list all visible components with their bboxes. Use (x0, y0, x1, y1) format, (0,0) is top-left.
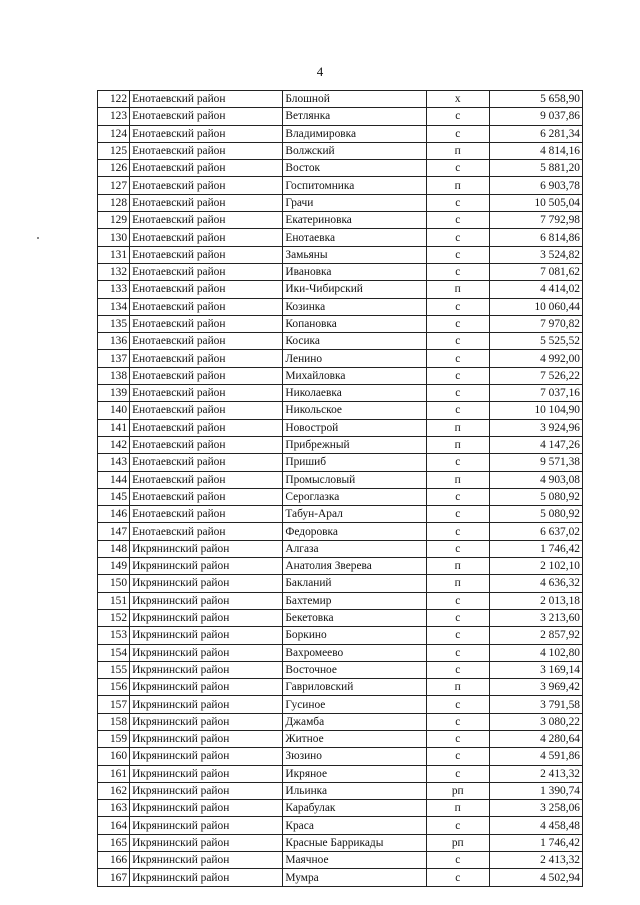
settlement-type-cell: с (426, 263, 489, 280)
settlement-cell: Мумра (283, 869, 426, 886)
settlement-type-cell: с (426, 696, 489, 713)
value-cell: 4 458,48 (489, 817, 582, 834)
district-cell: Енотаевский район (130, 125, 283, 142)
row-number-cell: 126 (98, 160, 130, 177)
table-row (98, 592, 583, 609)
settlement-cell: Ивановка (283, 263, 426, 280)
row-number-cell: 157 (98, 696, 130, 713)
settlement-type-cell: с (426, 333, 489, 350)
value-cell: 10 104,90 (489, 402, 582, 419)
district-cell: Енотаевский район (130, 402, 283, 419)
value-cell: 4 147,26 (489, 436, 582, 453)
settlement-cell: Ленино (283, 350, 426, 367)
value-cell: 9 037,86 (489, 108, 582, 125)
table-row (98, 471, 583, 488)
table-row (98, 575, 583, 592)
value-cell: 7 037,16 (489, 385, 582, 402)
settlement-type-cell: с (426, 194, 489, 211)
value-cell: 5 881,20 (489, 160, 582, 177)
value-cell: 3 169,14 (489, 661, 582, 678)
district-cell: Енотаевский район (130, 454, 283, 471)
settlement-cell: Федоровка (283, 523, 426, 540)
row-number-cell: 149 (98, 558, 130, 575)
table-row (98, 108, 583, 125)
settlement-type-cell: п (426, 679, 489, 696)
value-cell: 7 792,98 (489, 212, 582, 229)
value-cell: 5 080,92 (489, 488, 582, 505)
settlement-cell: Никольское (283, 402, 426, 419)
settlement-cell: Бахтемир (283, 592, 426, 609)
value-cell: 7 970,82 (489, 315, 582, 332)
settlement-type-cell: с (426, 298, 489, 315)
row-number-cell: 145 (98, 488, 130, 505)
settlement-type-cell: с (426, 212, 489, 229)
district-cell: Енотаевский район (130, 471, 283, 488)
settlement-cell: Табун-Арал (283, 506, 426, 523)
table-row (98, 748, 583, 765)
district-cell: Икрянинский район (130, 644, 283, 661)
value-cell: 7 526,22 (489, 367, 582, 384)
settlement-cell: Грачи (283, 194, 426, 211)
settlement-type-cell: с (426, 713, 489, 730)
settlement-cell: Волжский (283, 142, 426, 159)
table-row (98, 679, 583, 696)
district-cell: Енотаевский район (130, 385, 283, 402)
row-number-cell: 167 (98, 869, 130, 886)
value-cell: 3 524,82 (489, 246, 582, 263)
settlement-type-cell: с (426, 454, 489, 471)
settlement-cell: Прибрежный (283, 436, 426, 453)
settlement-cell: Красные Баррикады (283, 834, 426, 851)
settlement-cell: Енотаевка (283, 229, 426, 246)
row-number-cell: 153 (98, 627, 130, 644)
value-cell: 4 814,16 (489, 142, 582, 159)
value-cell: 1 746,42 (489, 834, 582, 851)
value-cell: 5 658,90 (489, 91, 582, 108)
settlement-type-cell: с (426, 523, 489, 540)
table-row (98, 229, 583, 246)
row-number-cell: 133 (98, 281, 130, 298)
district-cell: Енотаевский район (130, 263, 283, 280)
value-cell: 3 791,58 (489, 696, 582, 713)
table-row (98, 142, 583, 159)
row-number-cell: 163 (98, 800, 130, 817)
district-cell: Икрянинский район (130, 817, 283, 834)
settlement-cell: Ики-Чибирский (283, 281, 426, 298)
settlement-cell: Вахромеево (283, 644, 426, 661)
table-row (98, 91, 583, 108)
table-row (98, 385, 583, 402)
value-cell: 6 814,86 (489, 229, 582, 246)
table-row (98, 730, 583, 747)
settlement-cell: Новострой (283, 419, 426, 436)
settlement-type-cell: с (426, 125, 489, 142)
value-cell: 4 502,94 (489, 869, 582, 886)
row-number-cell: 135 (98, 315, 130, 332)
settlement-cell: Екатериновка (283, 212, 426, 229)
row-number-cell: 150 (98, 575, 130, 592)
table-row (98, 627, 583, 644)
row-number-cell: 122 (98, 91, 130, 108)
district-cell: Икрянинский район (130, 869, 283, 886)
row-number-cell: 166 (98, 852, 130, 869)
settlement-type-cell: с (426, 385, 489, 402)
row-number-cell: 146 (98, 506, 130, 523)
district-cell: Икрянинский район (130, 627, 283, 644)
district-cell: Икрянинский район (130, 592, 283, 609)
settlement-type-cell: с (426, 488, 489, 505)
settlement-type-cell: с (426, 592, 489, 609)
table-row (98, 402, 583, 419)
district-cell: Енотаевский район (130, 506, 283, 523)
row-number-cell: 155 (98, 661, 130, 678)
value-cell: 2 013,18 (489, 592, 582, 609)
settlement-type-cell: рп (426, 782, 489, 799)
row-number-cell: 123 (98, 108, 130, 125)
district-cell: Икрянинский район (130, 540, 283, 557)
settlement-cell: Косика (283, 333, 426, 350)
settlement-cell: Бекетовка (283, 609, 426, 626)
row-number-cell: 144 (98, 471, 130, 488)
settlement-type-cell: с (426, 661, 489, 678)
row-number-cell: 137 (98, 350, 130, 367)
row-number-cell: 147 (98, 523, 130, 540)
table-row (98, 246, 583, 263)
row-number-cell: 152 (98, 609, 130, 626)
settlement-cell: Житное (283, 730, 426, 747)
settlement-type-cell: с (426, 765, 489, 782)
settlement-cell: Зюзино (283, 748, 426, 765)
table-row (98, 350, 583, 367)
settlement-cell: Николаевка (283, 385, 426, 402)
district-cell: Икрянинский район (130, 765, 283, 782)
district-cell: Енотаевский район (130, 177, 283, 194)
table-row (98, 523, 583, 540)
row-number-cell: 129 (98, 212, 130, 229)
settlement-type-cell: п (426, 800, 489, 817)
settlement-cell: Восточное (283, 661, 426, 678)
row-number-cell: 148 (98, 540, 130, 557)
table-row (98, 454, 583, 471)
table-row (98, 765, 583, 782)
table-row (98, 869, 583, 886)
district-cell: Енотаевский район (130, 246, 283, 263)
table-row (98, 661, 583, 678)
row-number-cell: 164 (98, 817, 130, 834)
district-cell: Енотаевский район (130, 333, 283, 350)
settlement-type-cell: п (426, 575, 489, 592)
table-row (98, 263, 583, 280)
settlement-type-cell: с (426, 644, 489, 661)
settlements-table-body (98, 91, 583, 887)
settlement-cell: Бакланий (283, 575, 426, 592)
settlement-cell: Восток (283, 160, 426, 177)
row-number-cell: 156 (98, 679, 130, 696)
settlement-cell: Блошной (283, 91, 426, 108)
value-cell: 4 414,02 (489, 281, 582, 298)
settlement-type-cell: с (426, 246, 489, 263)
settlement-cell: Копановка (283, 315, 426, 332)
settlement-type-cell: п (426, 436, 489, 453)
value-cell: 3 258,06 (489, 800, 582, 817)
value-cell: 4 636,32 (489, 575, 582, 592)
settlement-type-cell: с (426, 108, 489, 125)
row-number-cell: 165 (98, 834, 130, 851)
value-cell: 4 280,64 (489, 730, 582, 747)
settlement-type-cell: п (426, 471, 489, 488)
settlement-type-cell: с (426, 852, 489, 869)
table-row (98, 558, 583, 575)
value-cell: 6 281,34 (489, 125, 582, 142)
settlement-cell: Замьяны (283, 246, 426, 263)
district-cell: Енотаевский район (130, 160, 283, 177)
settlement-cell: Сероглазка (283, 488, 426, 505)
district-cell: Енотаевский район (130, 281, 283, 298)
district-cell: Икрянинский район (130, 661, 283, 678)
settlement-type-cell: с (426, 609, 489, 626)
settlement-type-cell: п (426, 419, 489, 436)
table-row (98, 696, 583, 713)
value-cell: 3 969,42 (489, 679, 582, 696)
district-cell: Икрянинский район (130, 800, 283, 817)
row-number-cell: 143 (98, 454, 130, 471)
district-cell: Енотаевский район (130, 298, 283, 315)
table-row (98, 834, 583, 851)
settlement-type-cell: с (426, 402, 489, 419)
settlement-type-cell: рп (426, 834, 489, 851)
settlement-cell: Ильинка (283, 782, 426, 799)
value-cell: 3 924,96 (489, 419, 582, 436)
settlement-cell: Ветлянка (283, 108, 426, 125)
row-number-cell: 141 (98, 419, 130, 436)
district-cell: Икрянинский район (130, 558, 283, 575)
value-cell: 5 525,52 (489, 333, 582, 350)
row-number-cell: 128 (98, 194, 130, 211)
table-row (98, 194, 583, 211)
value-cell: 1 390,74 (489, 782, 582, 799)
row-number-cell: 154 (98, 644, 130, 661)
table-row (98, 298, 583, 315)
settlement-cell: Гавриловский (283, 679, 426, 696)
value-cell: 2 413,32 (489, 852, 582, 869)
row-number-cell: 161 (98, 765, 130, 782)
settlement-type-cell: с (426, 817, 489, 834)
row-number-cell: 131 (98, 246, 130, 263)
row-number-cell: 139 (98, 385, 130, 402)
settlement-type-cell: п (426, 558, 489, 575)
value-cell: 10 505,04 (489, 194, 582, 211)
settlement-cell: Госпитомника (283, 177, 426, 194)
settlement-cell: Алгаза (283, 540, 426, 557)
row-number-cell: 138 (98, 367, 130, 384)
settlement-type-cell: с (426, 748, 489, 765)
value-cell: 10 060,44 (489, 298, 582, 315)
value-cell: 4 102,80 (489, 644, 582, 661)
table-row (98, 281, 583, 298)
table-row (98, 333, 583, 350)
district-cell: Икрянинский район (130, 852, 283, 869)
settlement-cell: Карабулак (283, 800, 426, 817)
settlement-type-cell: с (426, 730, 489, 747)
settlement-type-cell: с (426, 506, 489, 523)
table-row (98, 177, 583, 194)
district-cell: Икрянинский район (130, 748, 283, 765)
value-cell: 4 591,86 (489, 748, 582, 765)
district-cell: Енотаевский район (130, 315, 283, 332)
table-row (98, 540, 583, 557)
table-row (98, 506, 583, 523)
settlement-type-cell: х (426, 91, 489, 108)
district-cell: Икрянинский район (130, 609, 283, 626)
row-number-cell: 136 (98, 333, 130, 350)
table-row (98, 212, 583, 229)
settlement-type-cell: с (426, 350, 489, 367)
settlement-cell: Гусиное (283, 696, 426, 713)
table-row (98, 852, 583, 869)
district-cell: Икрянинский район (130, 696, 283, 713)
district-cell: Енотаевский район (130, 350, 283, 367)
row-number-cell: 125 (98, 142, 130, 159)
settlement-type-cell: с (426, 160, 489, 177)
settlement-type-cell: с (426, 540, 489, 557)
district-cell: Икрянинский район (130, 679, 283, 696)
settlement-cell: Джамба (283, 713, 426, 730)
table-row (98, 160, 583, 177)
table-row (98, 817, 583, 834)
district-cell: Икрянинский район (130, 730, 283, 747)
value-cell: 1 746,42 (489, 540, 582, 557)
table-row (98, 713, 583, 730)
page-number: 4 (316, 64, 324, 79)
table-row (98, 436, 583, 453)
settlement-type-cell: п (426, 177, 489, 194)
row-number-cell: 134 (98, 298, 130, 315)
district-cell: Енотаевский район (130, 229, 283, 246)
row-number-cell: 132 (98, 263, 130, 280)
settlement-cell: Боркино (283, 627, 426, 644)
settlement-cell: Маячное (283, 852, 426, 869)
table-row (98, 315, 583, 332)
table-row (98, 419, 583, 436)
row-number-cell: 130 (98, 229, 130, 246)
settlement-cell: Владимировка (283, 125, 426, 142)
district-cell: Енотаевский район (130, 108, 283, 125)
row-number-cell: 158 (98, 713, 130, 730)
value-cell: 4 992,00 (489, 350, 582, 367)
value-cell: 7 081,62 (489, 263, 582, 280)
settlement-type-cell: п (426, 281, 489, 298)
value-cell: 2 857,92 (489, 627, 582, 644)
district-cell: Енотаевский район (130, 367, 283, 384)
settlement-cell: Промысловый (283, 471, 426, 488)
row-number-cell: 151 (98, 592, 130, 609)
district-cell: Енотаевский район (130, 194, 283, 211)
district-cell: Енотаевский район (130, 488, 283, 505)
settlement-type-cell: с (426, 869, 489, 886)
value-cell: 4 903,08 (489, 471, 582, 488)
value-cell: 5 080,92 (489, 506, 582, 523)
settlement-cell: Козинка (283, 298, 426, 315)
row-number-cell: 140 (98, 402, 130, 419)
settlement-type-cell: с (426, 229, 489, 246)
scan-speck (37, 237, 39, 239)
settlement-type-cell: п (426, 142, 489, 159)
value-cell: 6 903,78 (489, 177, 582, 194)
district-cell: Икрянинский район (130, 713, 283, 730)
district-cell: Икрянинский район (130, 834, 283, 851)
district-cell: Енотаевский район (130, 523, 283, 540)
settlement-cell: Анатолия Зверева (283, 558, 426, 575)
settlement-type-cell: с (426, 367, 489, 384)
value-cell: 2 413,32 (489, 765, 582, 782)
row-number-cell: 162 (98, 782, 130, 799)
table-row (98, 125, 583, 142)
settlement-cell: Пришиб (283, 454, 426, 471)
district-cell: Икрянинский район (130, 575, 283, 592)
settlement-cell: Икряное (283, 765, 426, 782)
settlement-cell: Краса (283, 817, 426, 834)
district-cell: Енотаевский район (130, 436, 283, 453)
value-cell: 3 080,22 (489, 713, 582, 730)
table-row (98, 488, 583, 505)
table-row (98, 782, 583, 799)
district-cell: Енотаевский район (130, 419, 283, 436)
settlement-cell: Михайловка (283, 367, 426, 384)
district-cell: Енотаевский район (130, 212, 283, 229)
settlement-type-cell: с (426, 627, 489, 644)
row-number-cell: 127 (98, 177, 130, 194)
row-number-cell: 124 (98, 125, 130, 142)
row-number-cell: 160 (98, 748, 130, 765)
district-cell: Енотаевский район (130, 91, 283, 108)
table-row (98, 609, 583, 626)
settlement-type-cell: с (426, 315, 489, 332)
value-cell: 9 571,38 (489, 454, 582, 471)
row-number-cell: 142 (98, 436, 130, 453)
value-cell: 6 637,02 (489, 523, 582, 540)
row-number-cell: 159 (98, 730, 130, 747)
district-cell: Енотаевский район (130, 142, 283, 159)
table-row (98, 800, 583, 817)
settlements-table (97, 90, 583, 887)
value-cell: 3 213,60 (489, 609, 582, 626)
district-cell: Икрянинский район (130, 782, 283, 799)
value-cell: 2 102,10 (489, 558, 582, 575)
table-row (98, 644, 583, 661)
table-row (98, 367, 583, 384)
